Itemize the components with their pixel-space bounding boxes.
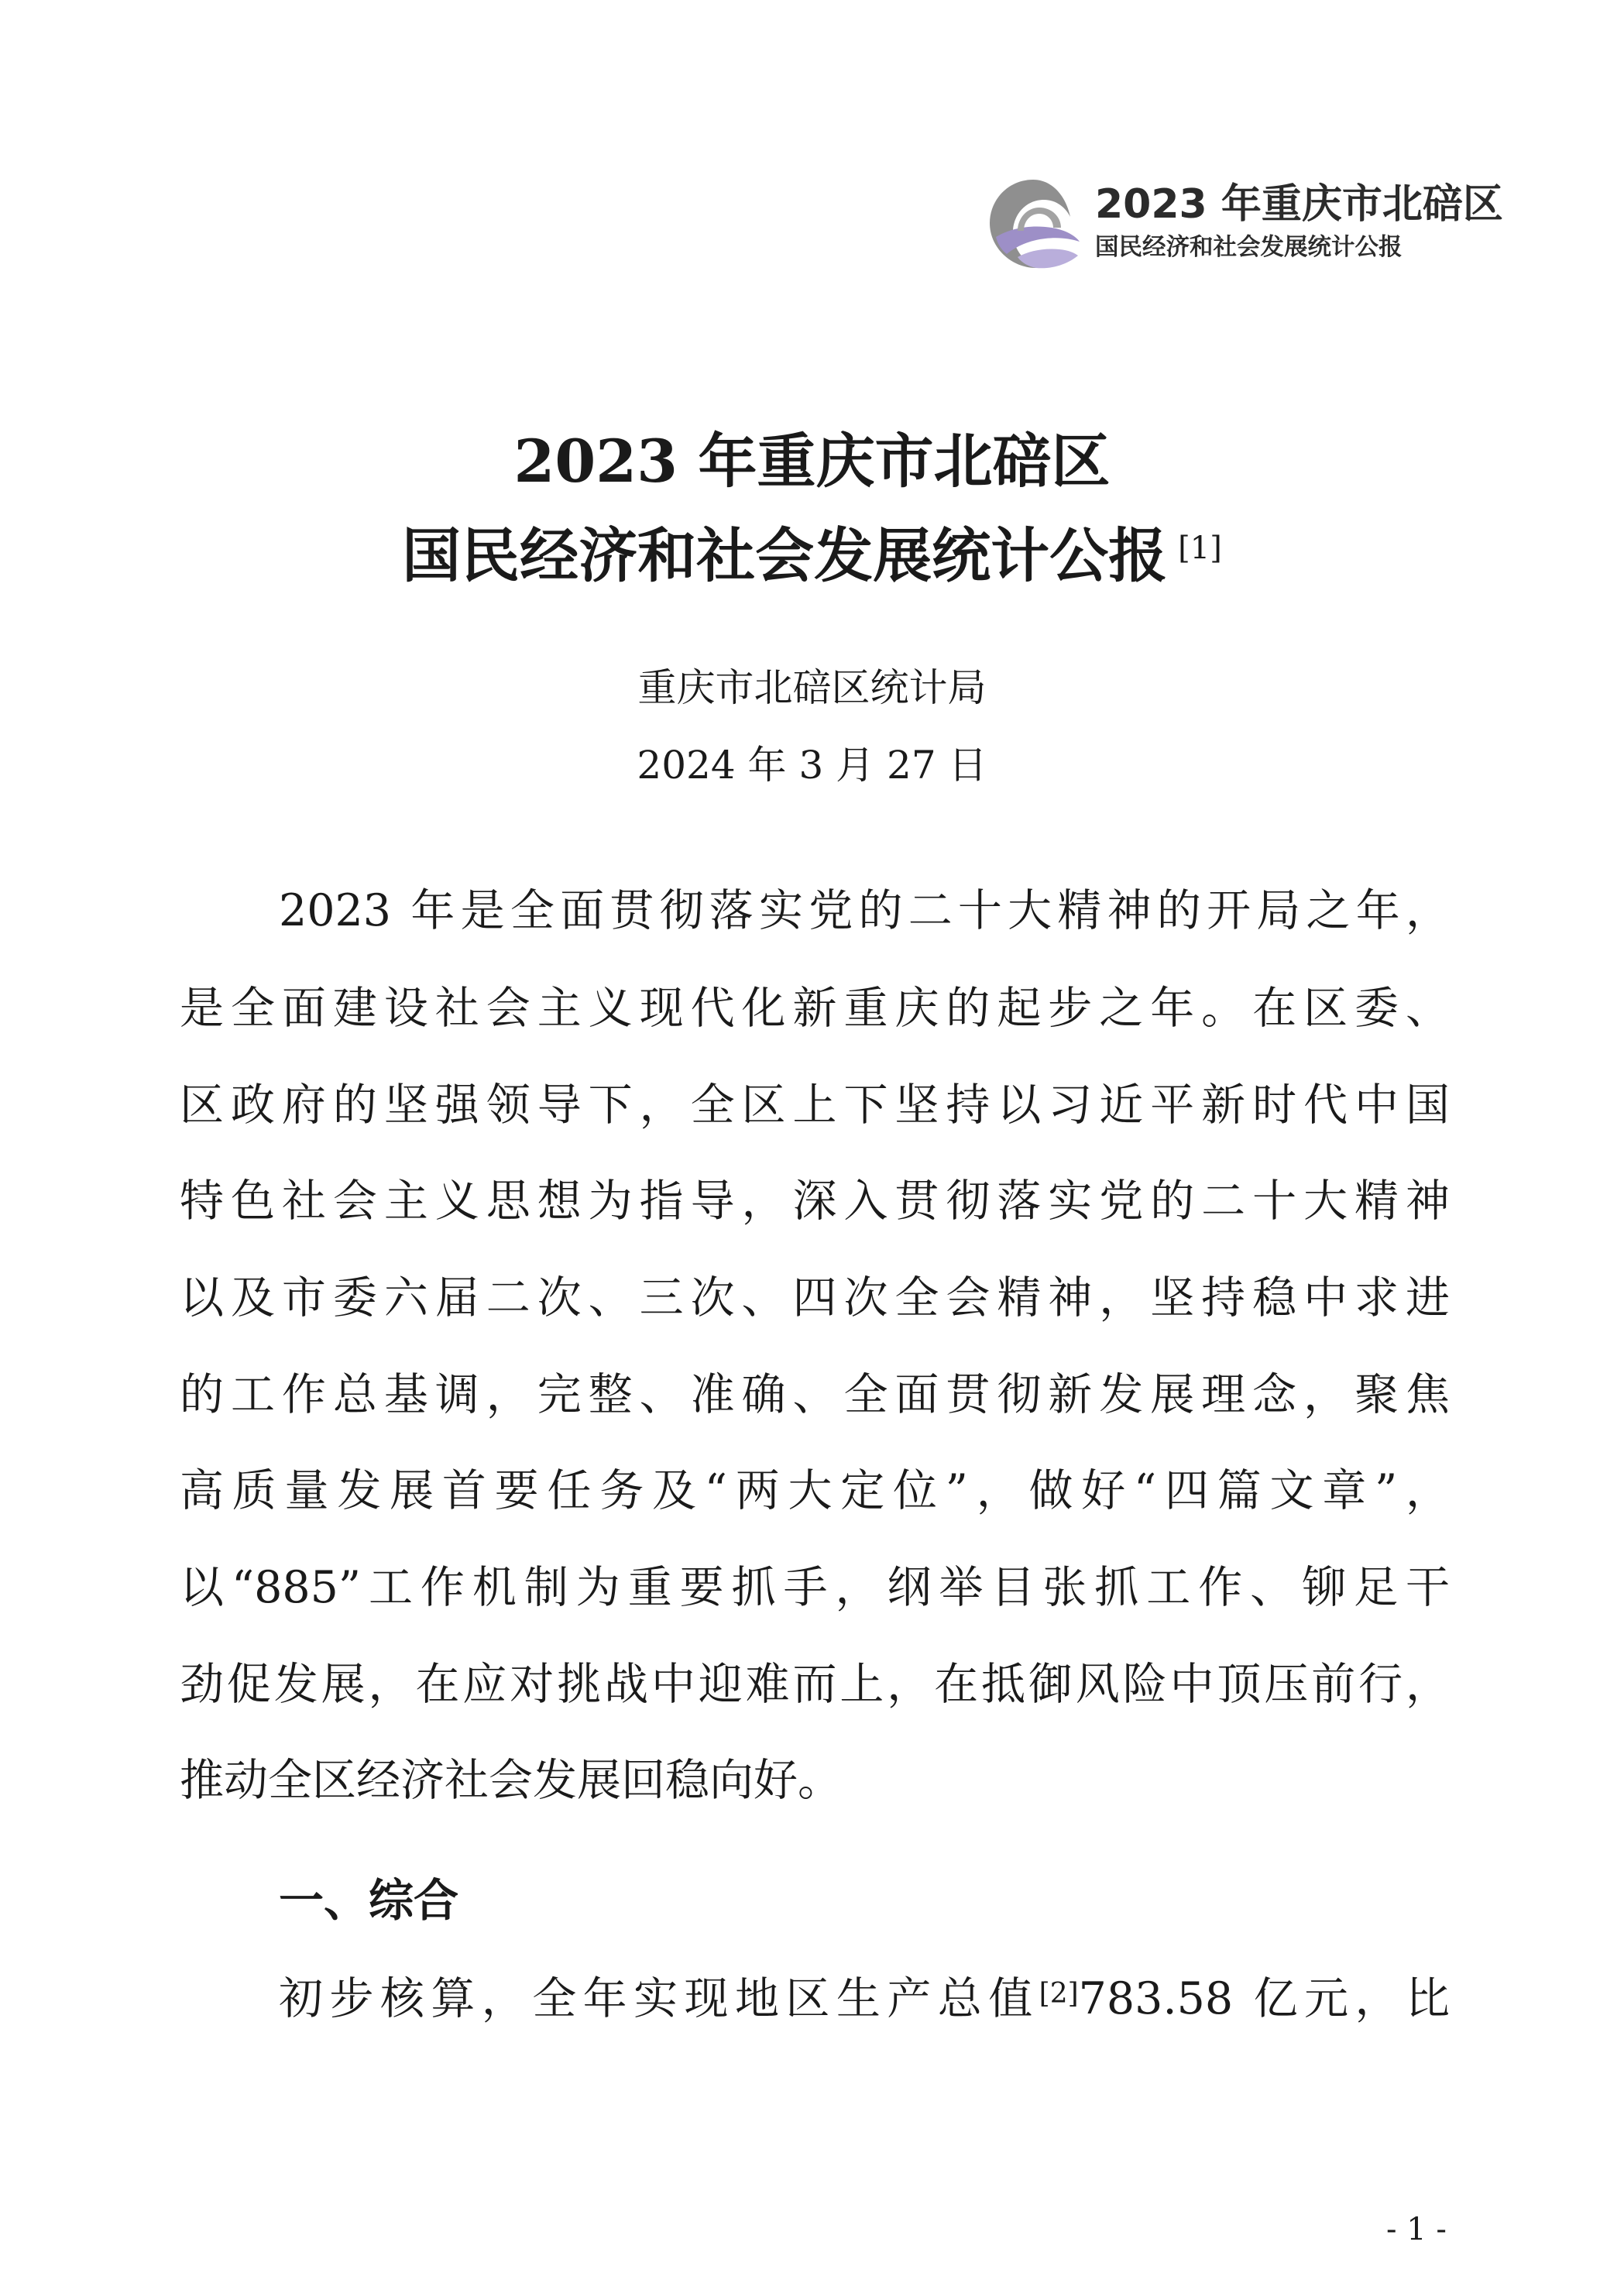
intro-line: 以及市委六届二次、三次、四次全会精神，坚持稳中求进 [180, 1272, 1450, 1323]
section-1-text-before-ref: 初步核算，全年实现地区生产总值 [279, 1973, 1039, 2024]
issue-date: 2024 年 3 月 27 日 [637, 743, 987, 788]
intro-line: 的工作总基调，完整、准确、全面贯彻新发展理念，聚焦 [180, 1369, 1450, 1420]
header-title: 2023 年重庆市北碚区 [1095, 181, 1503, 228]
header-subtitle: 国民经济和社会发展统计公报 [1095, 234, 1403, 261]
intro-line: 推动全区经济社会发展回稳向好。 [180, 1755, 842, 1806]
gdp-footnote-ref[interactable]: [2] [1039, 1978, 1079, 2010]
intro-line: 区政府的坚强领导下，全区上下坚持以习近平新时代中国 [180, 1080, 1450, 1131]
bureau-logo-icon [985, 177, 1081, 273]
document-title-line-2 [0, 519, 1624, 593]
section-1-text-after-ref: 783.58 亿元，比 [1078, 1973, 1450, 2024]
intro-line: 是全面建设社会主义现代化新重庆的起步之年。在区委、 [180, 983, 1450, 1034]
section-heading: 一、综合 [279, 1874, 459, 1927]
issuer: 重庆市北碚区统计局 [637, 665, 987, 710]
intro-line: 高质量发展首要任务及“两大定位”，做好“四篇文章”， [180, 1465, 1450, 1516]
intro-line: 特色社会主义思想为指导，深入贯彻落实党的二十大精神 [180, 1176, 1450, 1227]
section-1-line [279, 1972, 1450, 2026]
title-footnote-ref[interactable]: [1] [1178, 530, 1222, 566]
intro-line: 以“885”工作机制为重要抓手，纲举目张抓工作、铆足干 [180, 1562, 1450, 1613]
report-header-logo [985, 177, 1503, 277]
page-number: - 1 - [1386, 2212, 1447, 2247]
intro-line: 劲促发展，在应对挑战中迎难而上，在抵御风险中顶压前行， [180, 1659, 1450, 1710]
intro-line: 2023 年是全面贯彻落实党的二十大精神的开局之年， [279, 885, 1450, 936]
document-title-line-2-text: 国民经济和社会发展统计公报 [402, 521, 1168, 590]
document-title-line-1: 2023 年重庆市北碚区 [513, 427, 1111, 496]
